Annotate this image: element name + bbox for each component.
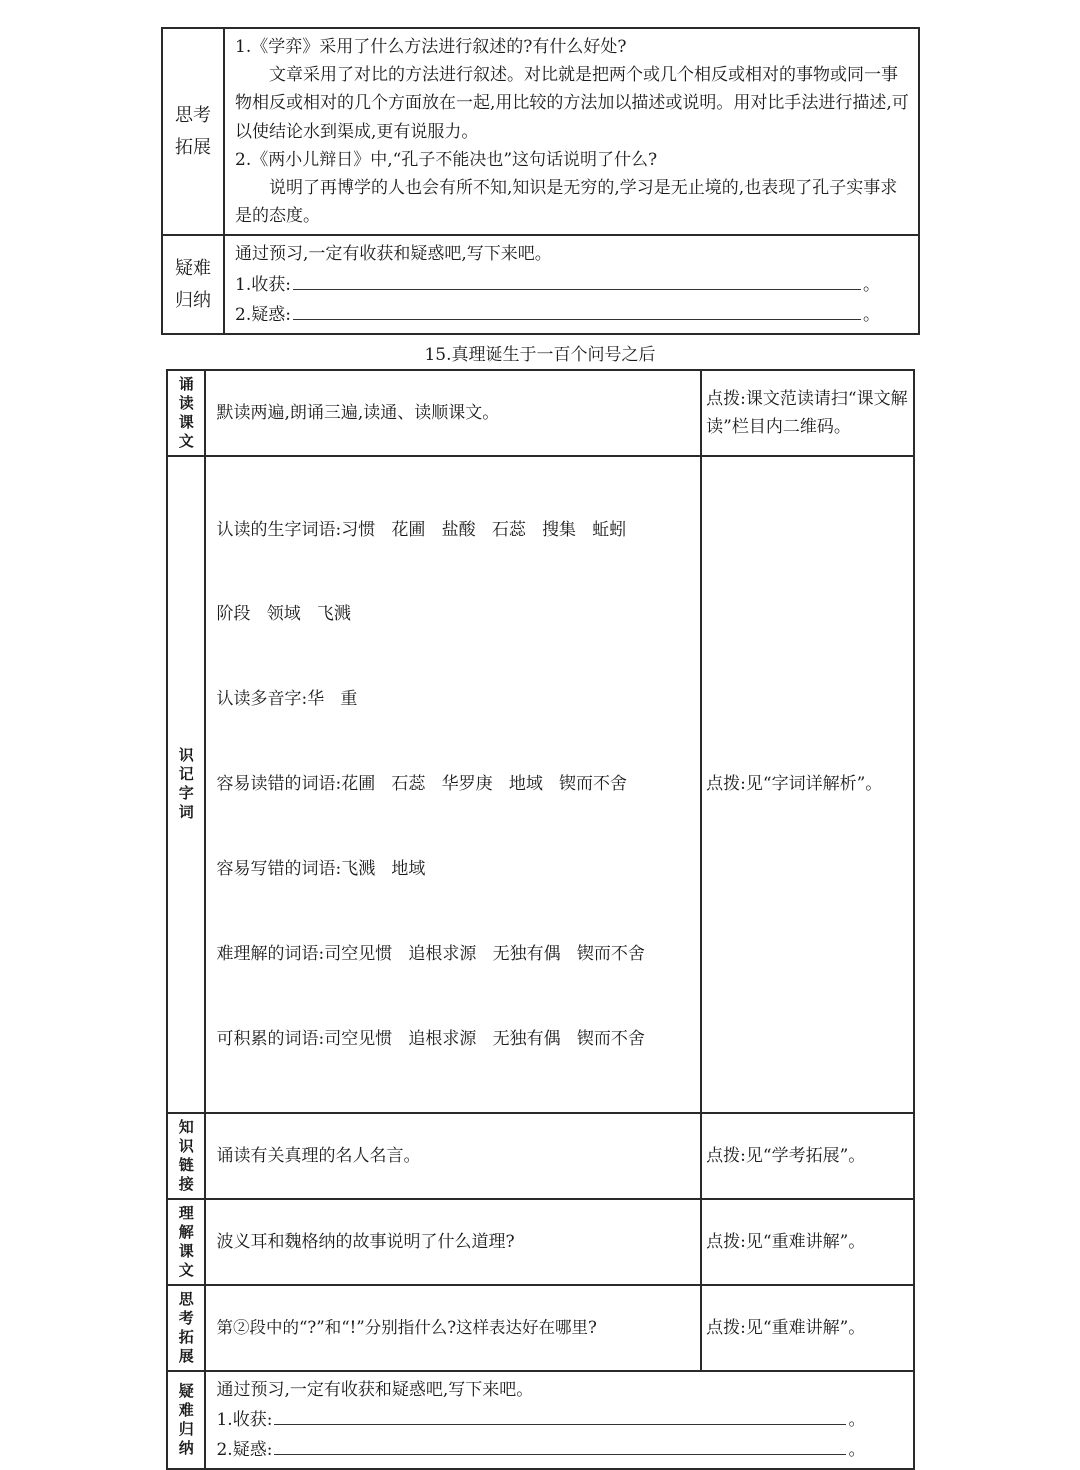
label-char: 考 [178,1308,194,1327]
row-recite [167,370,914,456]
lesson-title: 15.真理诞生于一百个问号之后 [424,345,656,365]
expand-hint: 点拨:见“重难讲解”。 [701,1285,914,1371]
label-char: 识 [178,746,194,765]
words-line: 认读的生字词语:习惯 花圃 盐酸 石蕊 搜集 蚯蚓 [216,519,627,540]
doubt-row [162,235,919,334]
label-char: 链 [178,1155,194,1174]
question2-end: 。 [848,1439,866,1460]
gain2-line [216,1404,905,1434]
label-char: 记 [178,765,194,784]
row-link [167,1113,914,1199]
link-content: 诵读有关真理的名人名言。 [205,1113,701,1199]
label-char: 字 [178,784,194,803]
label-char: 纳 [178,1438,194,1457]
words-line: 难理解的词语:司空见惯 追根求源 无独有偶 锲而不舍 [216,944,645,965]
label-char: 思 [178,1289,194,1308]
label-char: 课 [178,1241,194,1260]
question-input[interactable] [293,299,861,320]
words-line: 容易读错的词语:花圃 石蕊 华罗庚 地域 锲而不舍 [216,774,628,795]
label-char: 归 [178,1419,194,1438]
think-a1: 文章采用了对比的方法进行叙述。对比就是把两个或几个相反或相对的事物或同一事物相反或相对的几个方面放在一起,用比较的方法加以描述或说明。用对比手法进行描述,可以使结论水到渠成,更有说服力。 [235,65,909,142]
label-char: 文 [178,1260,194,1279]
recite-label [167,370,205,456]
label-char: 课 [178,413,194,431]
top-table [161,27,920,335]
words-hint: 点拨:见“字词详解析”。 [701,456,914,1113]
recite-content: 默读两遍,朗诵三遍,读通、读顺课文。 [205,370,701,456]
words-line: 认读多音字:华 重 [216,689,358,710]
understand-content: 波义耳和魏格纳的故事说明了什么道理? [205,1199,701,1285]
label-char: 解 [178,1222,194,1241]
doubt2-intro: 通过预习,一定有收获和疑惑吧,写下来吧。 [216,1379,534,1400]
gain2-input[interactable] [274,1404,846,1425]
label-char: 识 [178,1136,194,1155]
think-a2: 说明了再博学的人也会有所不知,知识是无穷的,学习是无止境的,也表现了孔子实事求是的态度。 [235,178,898,227]
label-char: 读 [178,394,194,412]
row-doubt [167,1371,914,1469]
label-char: 理 [178,1203,194,1222]
row-understand [167,1199,914,1285]
gain-line [235,269,910,299]
words-line: 容易写错的词语:飞溅 地域 [216,859,426,880]
doubt-intro: 通过预习,一定有收获和疑惑吧,写下来吧。 [235,244,552,265]
think-q1: 1.《学弈》采用了什么方法进行叙述的?有什么好处? [235,37,627,57]
doubt2-label [167,1371,205,1469]
expand-label [167,1285,205,1371]
doubt-label [162,235,224,334]
gain-input[interactable] [293,269,861,290]
question2-input[interactable] [274,1434,846,1455]
doubt2-content [205,1371,914,1469]
label-char: 知 [178,1117,194,1136]
label-char: 文 [178,432,194,450]
words-line: 阶段 领域 飞溅 [216,604,351,625]
label-char: 接 [178,1174,194,1193]
gain-label: 1.收获: [235,274,291,295]
label-char: 展 [178,1346,194,1365]
words-line: 可积累的词语:司空见惯 追根求源 无独有偶 锲而不舍 [216,1028,645,1049]
link-label [167,1113,205,1199]
gain2-label: 1.收获: [216,1409,273,1430]
question-end: 。 [862,304,880,325]
think-q2: 2.《两小儿辩日》中,“孔子不能决也”这句话说明了什么? [235,149,658,170]
expand-content: 第②段中的“?”和“!”分别指什么?这样表达好在哪里? [205,1285,701,1371]
think-row [162,28,919,235]
words-label [167,456,205,1113]
question2-line [216,1434,905,1464]
gain-end: 。 [862,274,880,295]
link-hint: 点拨:见“学考拓展”。 [701,1113,914,1199]
recite-hint: 点拨:课文范读请扫“课文解读”栏目内二维码。 [701,370,914,456]
think-label [162,28,224,235]
label-char: 疑 [178,1381,194,1400]
row-words [167,456,914,1113]
label-char: 难 [178,1400,194,1419]
words-content [205,456,701,1113]
doubt-label-text: 疑难归纳 [175,257,211,311]
bottom-table [166,369,915,1470]
label-char: 词 [178,803,194,822]
question-line [235,299,910,329]
think-content [224,28,919,235]
doubt-content [224,235,919,334]
gain2-end: 。 [848,1409,866,1430]
label-char: 诵 [178,375,194,393]
label-char: 拓 [178,1327,194,1346]
row-expand [167,1285,914,1371]
question2-label: 2.疑惑: [216,1439,273,1460]
understand-hint: 点拨:见“重难讲解”。 [701,1199,914,1285]
question-label: 2.疑惑: [235,304,291,325]
understand-label [167,1199,205,1285]
think-label-text: 思考拓展 [175,104,211,158]
